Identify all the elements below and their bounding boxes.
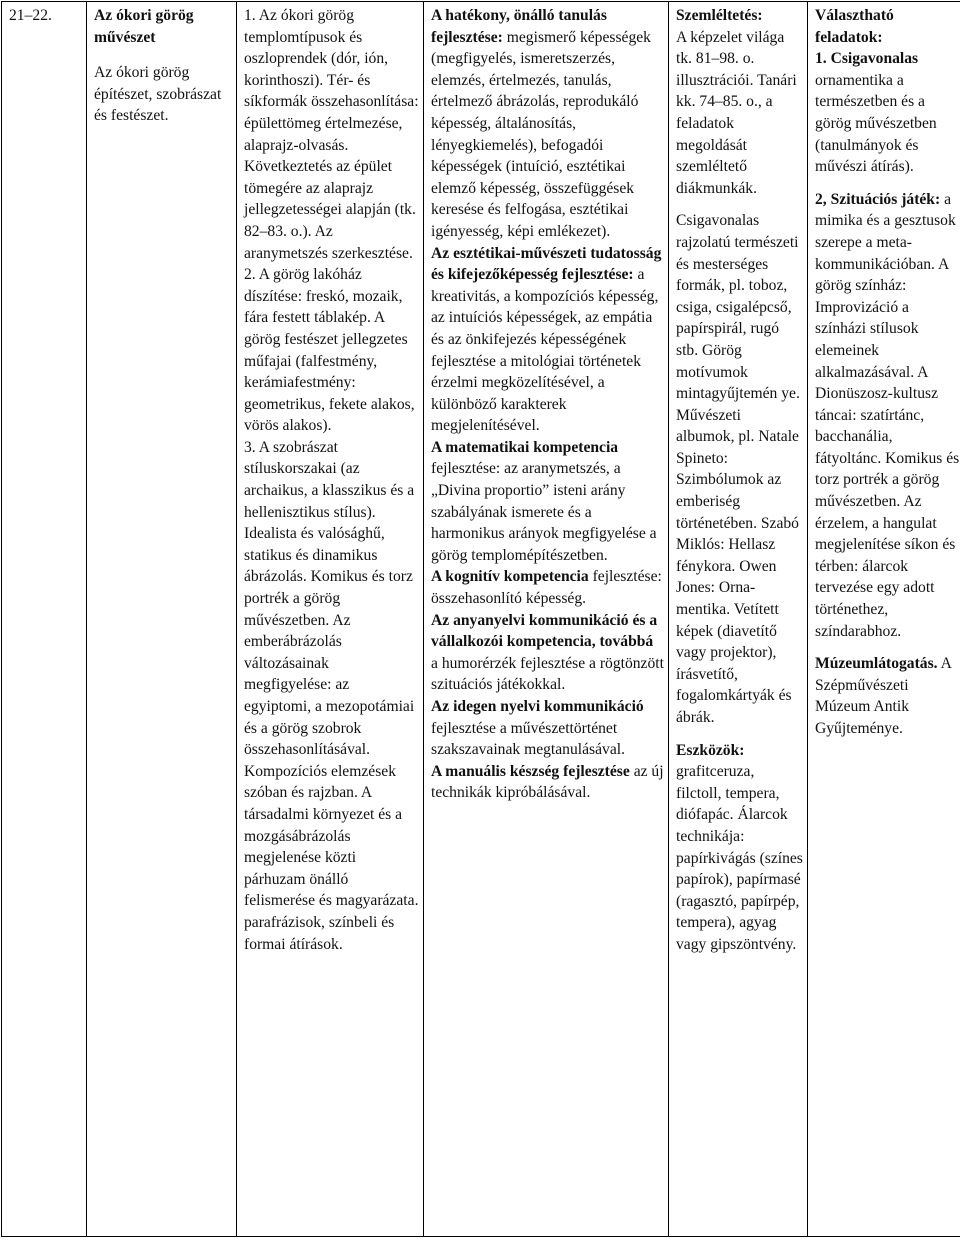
- content-item-3: 3. A szobrászat stíluskorszakai (az archaikus, a klasszikus és a hellenisztikus stílus). Idealista és valósághű, statikus és dinamikus ábrázolás. Komikus és torz portrék a görög művészetben. Az emberábrázolás változásainak megfigyelése: az egyiptomi, a mezopotámiai és a görög szobrok összehasonlításával. Kompozíciós elemzések szóban és rajzban. A társadalmi környezet és a mozgásábrázolás megjelenése közti párhuzam önálló felismerése és magyarázata. parafrázisok, színbeli és formai átírások.: [244, 438, 419, 953]
- optional-heading: Választható feladatok:: [815, 7, 894, 46]
- curriculum-table: [1, 1, 960, 1237]
- competency-heading: Az anyanyelvi kommunikáció és a vállalkozói kompetencia, továbbá: [431, 611, 658, 651]
- topic-cell: [87, 2, 237, 1237]
- competency-text: fejlesztése: összehasonlító képesség.: [431, 568, 662, 608]
- museum-visit-title: Múzeumlátogatás.: [815, 655, 938, 673]
- competency-heading: A kognitív kompetencia: [431, 568, 589, 586]
- competency-communication: [431, 610, 664, 696]
- competency-manual: [431, 761, 664, 804]
- competency-learning: [431, 5, 664, 243]
- illustration-paragraph-2: Csigavonalas rajzolatú természeti és mesterséges formák, pl. toboz, csiga, csigalépcső, papírspirál, rugó stb. Görög motívumok mintagyűjtemén ye. Művészeti albumok, pl. Natale Spineto: Szimbólumok az emberiség történetében. Szabó Miklós: Hellasz fénykora. Owen Jones: Orna-mentika. Vetített képek (diavetítő vagy projektor), írásvetítő, fogalomkártyák és ábrák.: [676, 212, 800, 726]
- content-item-1: 1. Az ókori görög templomtípusok és oszloprendek (dór, ión, korinthoszi). Tér- és síkformák összehasonlítása: épülettömeg értelmezése, alaprajz-olvasás. Következtetés az épület tömegére az alaprajz jellegzetességei alapján (tk. 82–83. o.). Az aranymetszés szerkesztése.: [244, 7, 419, 262]
- table-row: [2, 2, 960, 1237]
- optional-task-2-title: 2, Szituációs játék:: [815, 190, 941, 208]
- competency-text: a kreativitás, a kompozíciós képesség, az intuíciós képességek, az empátia és az önkifejezés képességének fejlesztése a mitológiai történetek érzelmi megközelítésével, a különböző karakterek megjelenítésével.: [431, 266, 659, 435]
- competency-text: fejlesztése: az aranymetszés, a „Divina proportio” isteni arány szabályának ismerete és a harmonikus arányok megfigyelése a görög templomépítészetben.: [431, 460, 657, 564]
- competency-math: [431, 437, 664, 567]
- content-item-2: 2. A görög lakóház díszítése: freskó, mozaik, fára festett táblakép. A görög festészet jellegzetes műfajai (falfestmény, kerámiafestmény: geometrikus, fekete alakos, vörös alakos).: [244, 266, 415, 435]
- competency-heading: A matematikai kompetencia: [431, 438, 619, 456]
- competencies-cell: [424, 2, 669, 1237]
- content-cell: [237, 2, 424, 1237]
- optional-task-2-text: a mimika és a gesztusok szerepe a meta-kommunikációban. A görög színház: Improvizáció a színházi stílusok elemeinek alkalmazásával. A Dionüszosz-kultusz táncai: szatírtánc, bacchanália, fátyoltánc. Komikus és torz portrék a görög művészetben. Az érzelem, a hangulat megjelenítése síkon és térben: álarcok tervezése egy adott történethez, színdarabhoz.: [815, 190, 960, 640]
- illustration-cell: [669, 2, 808, 1237]
- tools-text: grafitceruza, filctoll, tempera, diófapác. Álarcok technikája: papírkivágás (színes papírok), papírmasé (ragasztó, papírpép, tempera), agyag vagy gipszöntvény.: [676, 763, 803, 953]
- topic-title: Az ókori görög művészet: [94, 7, 194, 46]
- tools-heading: Eszközök:: [676, 741, 745, 759]
- competency-text: fejlesztése a művészettörténet szakszavainak megtanulásával.: [431, 719, 625, 759]
- competency-heading: Az esztétikai-művészeti tudatosság és kifejezőképesség fejlesztése:: [431, 244, 662, 284]
- competency-heading: A hatékony, önálló tanulás fejlesztése:: [431, 7, 607, 46]
- topic-description: Az ókori görög építészet, szobrászat és festészet.: [94, 64, 222, 125]
- competency-text: a humorérzék fejlesztése a rögtönzött szituációs játékokkal.: [431, 654, 664, 694]
- illustration-paragraph-1: A képzelet világa tk. 81–98. o. illusztrációi. Tanári kk. 74–85. o., a feladatok megoldását szemléltető diákmunkák.: [676, 28, 797, 197]
- optional-task-1-text: ornamentika a természetben és a görög művészetben (tanulmányok és művészi átírás).: [815, 71, 937, 176]
- competency-text: megismerő képességek (megfigyelés, ismeretszerzés, elemzés, értelmezés, tanulás, értelmező ábrázolás, reprodukáló képesség, általánosítás, lényegkiemelés), befogadói képességek (intuíció, esztétikai elemző képesség, összefüggések keresése és felfogása, esztétikai igényesség, képi emlékezet).: [431, 28, 651, 240]
- museum-visit-text: A Szépművészeti Múzeum Antik Gyűjteménye.: [815, 655, 952, 737]
- optional-task-1-title: 1. Csigavonalas: [815, 50, 919, 68]
- museum-visit: [815, 653, 960, 739]
- optional-task-2: [815, 189, 960, 642]
- competency-cognitive: [431, 566, 664, 609]
- competency-heading: Az idegen nyelvi kommunikáció: [431, 698, 644, 715]
- hours-cell: [2, 2, 87, 1237]
- optional-task-1: [815, 48, 960, 178]
- competency-heading: A manuális készség fejlesztése: [431, 762, 630, 780]
- illustration-heading: Szemléltetés:: [676, 7, 763, 24]
- competency-aesthetic: [431, 243, 664, 437]
- optional-tasks-cell: [808, 2, 960, 1237]
- hours-number: 21–22.: [9, 7, 52, 24]
- competency-foreign-language: [431, 696, 664, 761]
- competency-text: az új technikák kipróbálásával.: [431, 762, 664, 802]
